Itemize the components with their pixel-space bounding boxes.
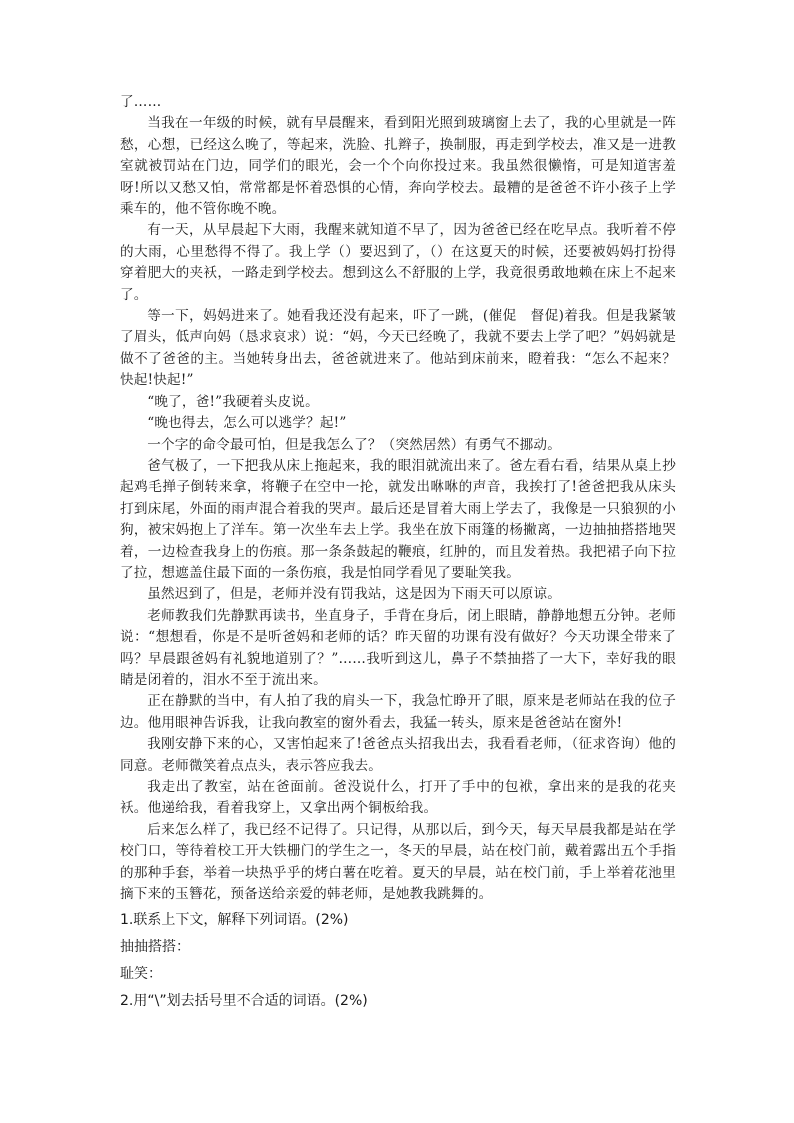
passage-paragraph-8: 爸气极了，一下把我从床上拖起来，我的眼泪就流出来了。爸左看右看，结果从桌上抄起鸡毛掸子倒转来拿，将鞭子在空中一抡，就发出咻咻的声音，我挨打了!爸爸把我从床头打到床尾，外面的雨声混合着我的哭声。最后还是冒着大雨上学去了，我像是一只狼狈的小狗，被宋妈抱上了洋车。第一次坐车去上学。我坐在放下雨篷的杨撇离，一边抽抽搭搭地哭着，一边检查我身上的伤痕。那一条条鼓起的鞭痕，红肿的，而且发着热。我把裙子向下拉了拉，想遮盖住最下面的一条伤痕，我是怕同学看见了要耻笑我。 — [120, 457, 676, 581]
reading-passage — [120, 92, 676, 905]
passage-paragraph-10: 老师教我们先静默再读书，坐直身子，手背在身后，闭上眼睛，静静地想五分钟。老师说：“想想看，你是不是听爸妈和老师的话？昨天留的功课有没有做好？今天功课全带来了吗？早晨跟爸妈有礼貌地道别了？”……我听到这儿，鼻子不禁抽搭了一大下，幸好我的眼睛是闭着的，泪水不至于流出来。 — [120, 607, 676, 688]
question-1-term-1: 抽抽搭搭： — [120, 939, 190, 956]
passage-paragraph-14: 后来怎么样了，我已经不记得了。只记得，从那以后，到今天，每天早晨我都是站在学校门口，等待着校工开大铁栅门的学生之一，冬天的早晨，站在校门前，戴着露出五个手指的那种手套，举着一块热乎乎的烤白薯在吃着。夏天的早晨，站在校门前，手上举着花池里摘下来的玉簪花，预备送给亲爱的韩老师，是她教我跳舞的。 — [120, 821, 676, 903]
passage-paragraph-7: 一个字的命令最可怕，但是我怎么了？（突然居然）有勇气不挪动。 — [147, 436, 561, 453]
passage-paragraph-1: 了…… — [120, 94, 162, 110]
passage-paragraph-9: 虽然迟到了，但是，老师并没有罚我站，这是因为下雨天可以原谅。 — [147, 586, 561, 603]
passage-paragraph-2: 当我在一年级的时候，就有早晨醒来，看到阳光照到玻璃窗上去了，我的心里就是一阵愁，心想，已经这么晚了，等起来，洗脸、扎辫子，换制服，再走到学校去，准又是一进教室就被罚站在门边，同学们的眼光，会一个个向你投过来。我虽然很懒惰，可是知道害羞呀!所以又愁又怕，常常都是怀着恐惧的心情，奔向学校去。最糟的是爸爸不许小孩子上学乘车的，他不管你晚不晚。 — [120, 115, 676, 218]
passage-paragraph-12: 我刚安静下来的心，又害怕起来了!爸爸点头招我出去，我看看老师，（征求咨询）他的同意。老师微笑着点点头，表示答应我去。 — [120, 736, 676, 774]
passage-paragraph-5: “晚了，爸!”我硬着头皮说。 — [147, 393, 319, 410]
document-page — [120, 92, 676, 1015]
passage-paragraph-13: 我走出了教室，站在爸面前。爸没说什么，打开了手中的包袱，拿出来的是我的花夹袄。他递给我，看着我穿上，又拿出两个铜板给我。 — [120, 779, 676, 817]
passage-paragraph-3: 有一天，从早晨起下大雨，我醒来就知道不早了，因为爸爸已经在吃早点。我听着不停的大雨，心里愁得不得了。我上学（）要迟到了，（）在这夏天的时候，还要被妈妈打扮得穿着肥大的夹袄，一路走到学校去。想到这么不舒服的上学，我竟很勇敢地赖在床上不起来了。 — [120, 222, 676, 303]
question-2: 2.用“\”划去括号里不合适的词语。(2%) — [120, 993, 368, 1010]
passage-paragraph-11: 正在静默的当中，有人拍了我的肩头一下，我急忙睁开了眼，原来是老师站在我的位子边。他用眼神告诉我，让我向教室的窗外看去，我猛一转头，原来是爸爸站在窗外! — [120, 693, 676, 731]
question-1-term-2: 耻笑： — [120, 966, 162, 983]
passage-paragraph-6: “晚也得去，怎么可以逃学？起!” — [147, 415, 347, 432]
question-1: 1.联系上下文，解释下列词语。(2%) — [120, 912, 349, 929]
question-section — [120, 907, 676, 1015]
passage-paragraph-4: 等一下，妈妈进来了。她看我还没有起来，吓了一跳，(催促 督促)着我。但是我紧皱了眉头，低声向妈（恳求哀求）说：“妈，今天已经晚了，我就不要去上学了吧？”妈妈就是做不了爸爸的主。当她转身出去，爸爸就进来了。他站到床前来，瞪着我：“怎么不起来？快起!快起!” — [120, 308, 676, 389]
